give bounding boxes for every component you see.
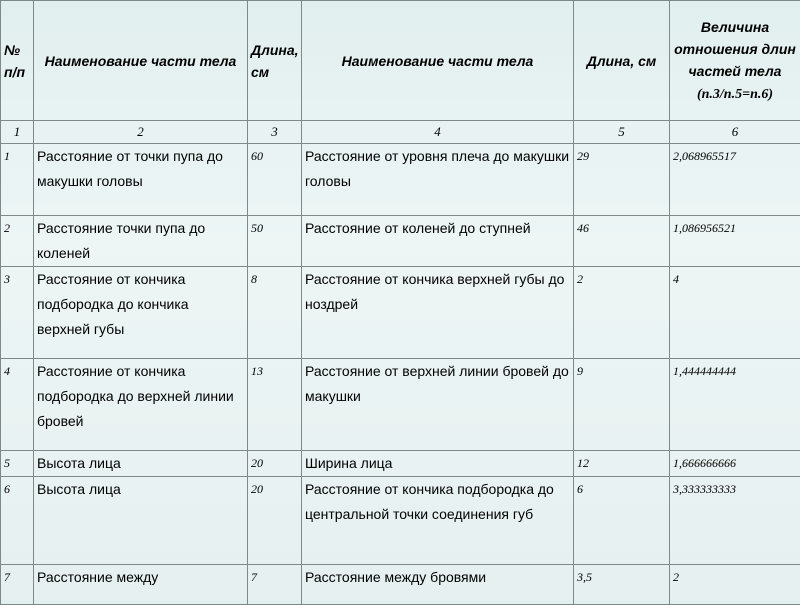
table-row bbox=[1, 565, 800, 605]
column-number: 2 bbox=[34, 121, 248, 144]
length-1-cell: 50 bbox=[248, 216, 302, 267]
column-number: 6 bbox=[670, 121, 800, 144]
part-name-1-cell: Высота лица bbox=[34, 477, 248, 565]
ratio-value-cell: 1,444444444 bbox=[670, 359, 800, 451]
table-row bbox=[1, 451, 800, 477]
row-number-cell: 2 bbox=[1, 216, 34, 267]
length-1-cell: 20 bbox=[248, 477, 302, 565]
part-name-1-cell: Расстояние от точки пупа до макушки головы bbox=[34, 144, 248, 216]
part-name-2-cell: Расстояние от верхней линии бровей до макушки bbox=[302, 359, 574, 451]
ratio-value-cell: 2,068965517 bbox=[670, 144, 800, 216]
part-name-1-cell: Расстояние между bbox=[34, 565, 248, 605]
table-row bbox=[1, 267, 800, 359]
column-number: 4 bbox=[302, 121, 574, 144]
ratio-value-cell: 3,333333333 bbox=[670, 477, 800, 565]
row-number-cell: 1 bbox=[1, 144, 34, 216]
header-length-1: Длина, см bbox=[248, 1, 302, 121]
row-number-cell: 6 bbox=[1, 477, 34, 565]
ratio-value-cell: 2 bbox=[670, 565, 800, 605]
ratio-value-cell: 1,666666666 bbox=[670, 451, 800, 477]
header-ratio-label: Величина отношения длин частей тела bbox=[674, 19, 796, 79]
header-length-2: Длина, см bbox=[574, 1, 670, 121]
length-1-cell: 8 bbox=[248, 267, 302, 359]
table-row bbox=[1, 216, 800, 267]
header-ratio-formula: (п.3/п.5=п.6) bbox=[697, 87, 773, 102]
part-name-1-cell: Расстояние от кончика подбородка до верхней линии бровей bbox=[34, 359, 248, 451]
part-name-2-cell: Расстояние между бровями bbox=[302, 565, 574, 605]
column-number: 5 bbox=[574, 121, 670, 144]
length-1-cell: 20 bbox=[248, 451, 302, 477]
table-row bbox=[1, 359, 800, 451]
row-number-cell: 7 bbox=[1, 565, 34, 605]
part-name-1-cell: Высота лица bbox=[34, 451, 248, 477]
part-name-2-cell: Расстояние от кончика подбородка до центральной точки соединения губ bbox=[302, 477, 574, 565]
length-2-cell: 9 bbox=[574, 359, 670, 451]
part-name-1-cell: Расстояние точки пупа до коленей bbox=[34, 216, 248, 267]
length-2-cell: 6 bbox=[574, 477, 670, 565]
row-number-cell: 5 bbox=[1, 451, 34, 477]
length-1-cell: 7 bbox=[248, 565, 302, 605]
length-2-cell: 46 bbox=[574, 216, 670, 267]
header-part-name-1: Наименование части тела bbox=[34, 1, 248, 121]
ratio-value-cell: 4 bbox=[670, 267, 800, 359]
header-ratio bbox=[670, 1, 800, 121]
length-2-cell: 3,5 bbox=[574, 565, 670, 605]
part-name-2-cell: Ширина лица bbox=[302, 451, 574, 477]
column-number: 1 bbox=[1, 121, 34, 144]
row-number-cell: 3 bbox=[1, 267, 34, 359]
length-1-cell: 60 bbox=[248, 144, 302, 216]
column-number: 3 bbox=[248, 121, 302, 144]
header-number: № п/п bbox=[1, 1, 34, 121]
part-name-2-cell: Расстояние от кончика верхней губы до ноздрей bbox=[302, 267, 574, 359]
part-name-2-cell: Расстояние от уровня плеча до макушки головы bbox=[302, 144, 574, 216]
length-2-cell: 12 bbox=[574, 451, 670, 477]
part-name-2-cell: Расстояние от коленей до ступней bbox=[302, 216, 574, 267]
row-number-cell: 4 bbox=[1, 359, 34, 451]
header-part-name-2: Наименование части тела bbox=[302, 1, 574, 121]
table-row bbox=[1, 477, 800, 565]
length-2-cell: 2 bbox=[574, 267, 670, 359]
table-row bbox=[1, 144, 800, 216]
column-number-row bbox=[1, 121, 800, 144]
length-1-cell: 13 bbox=[248, 359, 302, 451]
ratio-value-cell: 1,086956521 bbox=[670, 216, 800, 267]
header-row bbox=[1, 1, 800, 121]
part-name-1-cell: Расстояние от кончика подбородка до кончика верхней губы bbox=[34, 267, 248, 359]
length-2-cell: 29 bbox=[574, 144, 670, 216]
